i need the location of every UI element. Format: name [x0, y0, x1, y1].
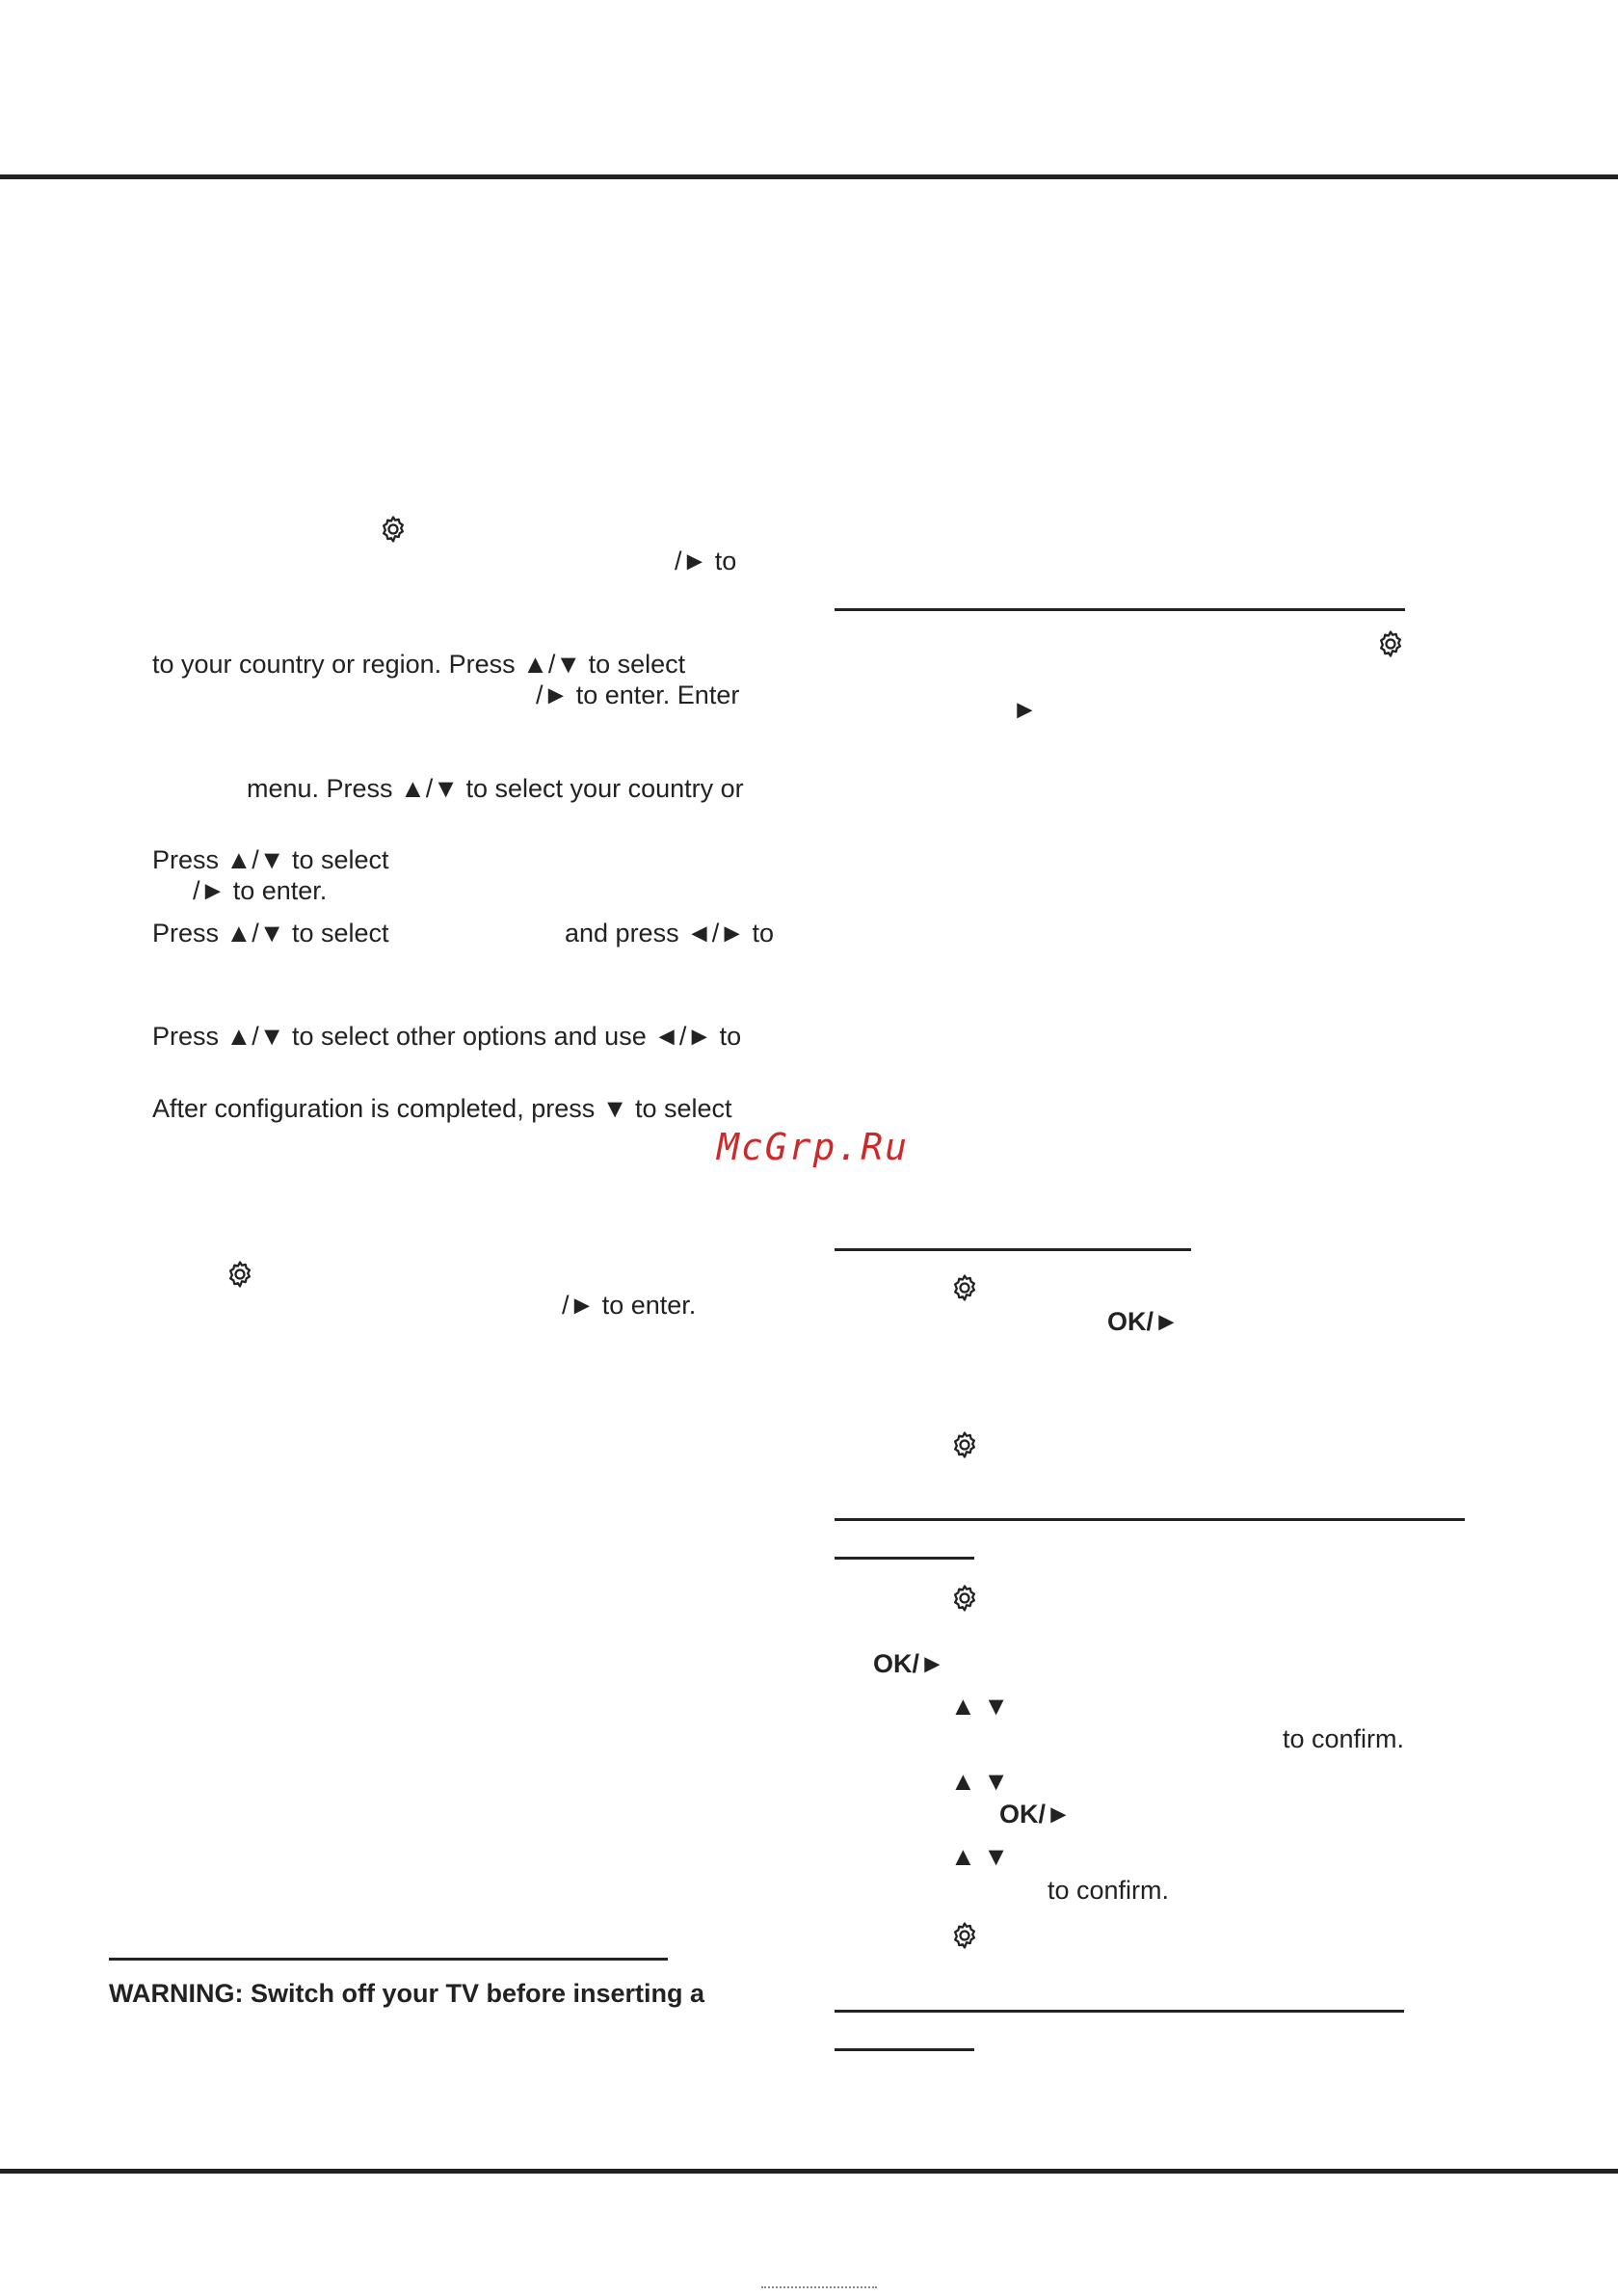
right-line-6: ▲ ▼ [950, 1767, 1009, 1796]
section-rule-left [109, 1958, 668, 1961]
left-line-7a: Press ▲/▼ to select [152, 919, 389, 948]
section-rule-3b [835, 1557, 974, 1560]
right-line-3: OK/► [873, 1649, 945, 1678]
left-line-9: After configuration is completed, press ▼ to select [152, 1094, 732, 1123]
section-rule-2 [835, 1248, 1191, 1251]
gear-icon [950, 1921, 979, 1950]
section-rule-1 [835, 608, 1405, 611]
left-line-1: /► to [675, 547, 737, 575]
gear-icon [225, 1260, 254, 1289]
warning-text: WARNING: Switch off your TV before inserting a [109, 1979, 705, 2008]
left-line-6: /► to enter. [193, 876, 328, 905]
left-line-4: menu. Press ▲/▼ to select your country or [247, 774, 744, 803]
footer-mark [761, 2286, 877, 2294]
section-rule-4 [835, 2010, 1404, 2013]
watermark: McGrp.Ru [717, 1126, 910, 1168]
footer-rule [0, 2169, 1618, 2174]
section-rule-4b [835, 2048, 974, 2051]
header-rule [0, 174, 1618, 179]
gear-icon [1376, 629, 1405, 658]
gear-icon [379, 515, 408, 544]
gear-icon [950, 1430, 979, 1459]
gear-icon [950, 1584, 979, 1613]
left-line-10: /► to enter. [562, 1291, 697, 1320]
section-rule-3 [835, 1518, 1465, 1521]
right-line-8: ▲ ▼ [950, 1842, 1009, 1871]
left-line-8: Press ▲/▼ to select other options and use ◄/► to [152, 1022, 742, 1051]
right-line-7: OK/► [999, 1800, 1072, 1829]
left-line-5: Press ▲/▼ to select [152, 845, 389, 874]
right-line-4: ▲ ▼ [950, 1692, 1009, 1721]
right-line-5: to confirm. [1283, 1724, 1405, 1753]
left-line-7b: and press ◄/► to [565, 919, 775, 948]
left-line-2: to your country or region. Press ▲/▼ to select [152, 650, 686, 679]
right-line-2: OK/► [1107, 1307, 1180, 1336]
right-line-1: ► [1012, 695, 1038, 724]
gear-icon [950, 1273, 979, 1302]
right-line-9: to confirm. [1048, 1876, 1170, 1905]
left-line-3: /► to enter. Enter [536, 681, 740, 709]
